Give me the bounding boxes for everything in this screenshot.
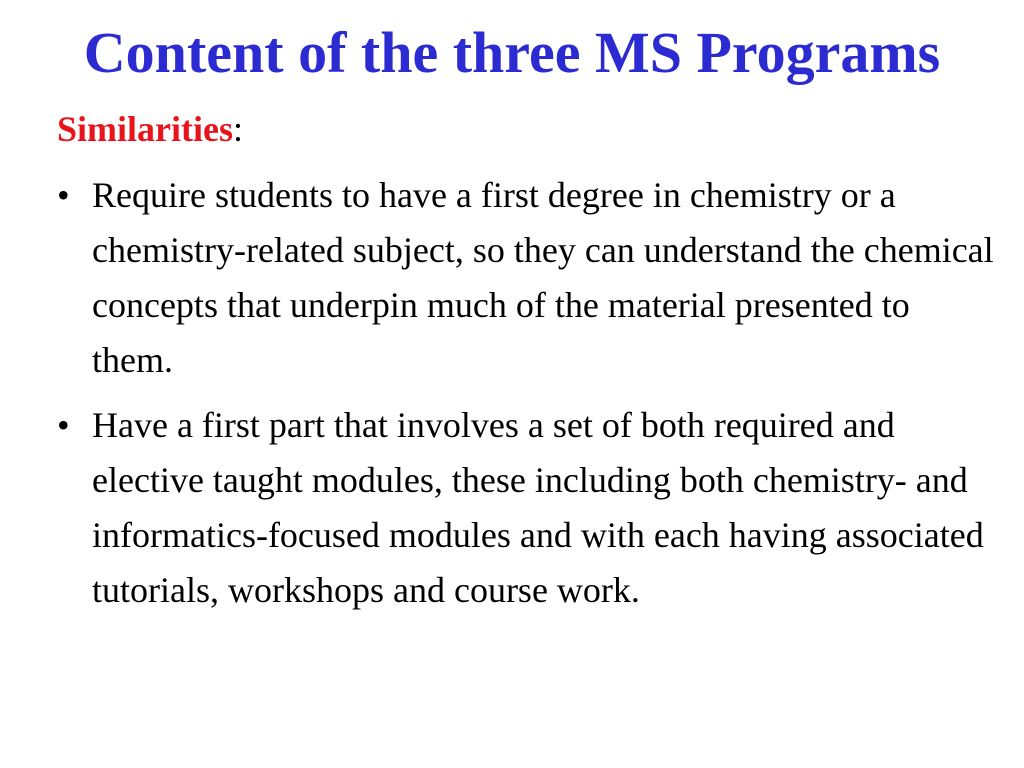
bullet-text: Have a first part that involves a set of both required and elective taught modules, these including both chemistry- and informatics-focused modules and with each having associated tutorials, workshops and course work. [92,405,984,610]
bullet-item [57,398,997,618]
section-heading-label: Similarities [57,109,233,149]
bullet-marker: • [57,405,70,445]
slide-title: Content of the three MS Programs [83,20,941,85]
section-heading-colon: : [232,109,243,149]
bullet-list [57,168,997,628]
bullet-item [57,168,997,388]
bullet-text: Require students to have a first degree in chemistry or a chemistry-related subject, so they can understand the chemical concepts that underpin much of the material presented to them. [92,175,994,380]
section-heading [57,105,243,153]
bullet-marker: • [57,175,70,215]
